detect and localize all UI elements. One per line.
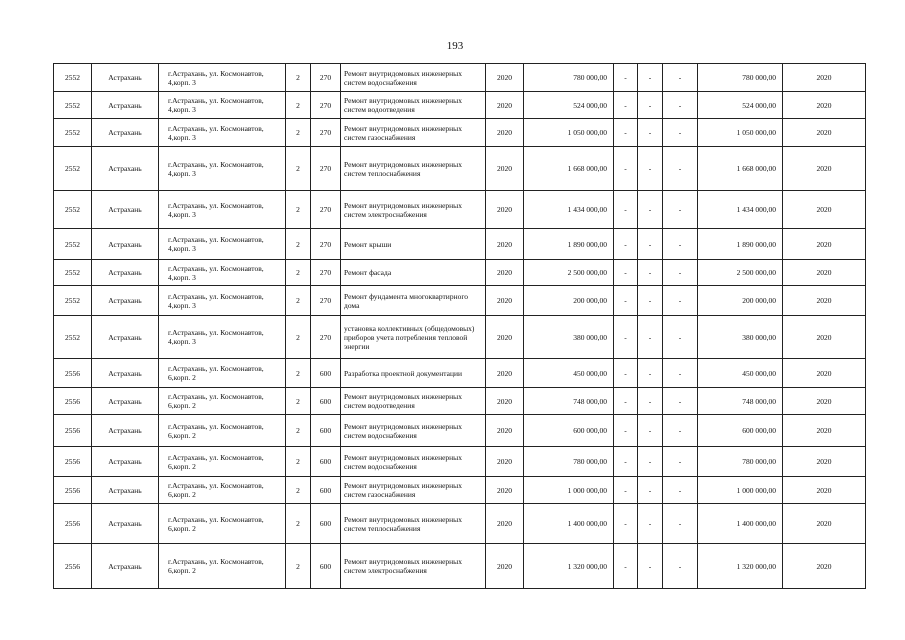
- dash-1: -: [614, 447, 638, 477]
- address: г.Астрахань, ул. Космонавтов, 6,корп. 2: [159, 388, 286, 415]
- work-type: Ремонт внутридомовых инженерных систем водоснабжения: [341, 64, 486, 92]
- building-code: 2552: [54, 64, 92, 92]
- dash-2: -: [638, 147, 663, 191]
- fund-amount: 380 000,00: [698, 316, 783, 359]
- fund-amount: 1 050 000,00: [698, 119, 783, 147]
- work-type: Ремонт внутридомовых инженерных систем теплоснабжения: [341, 504, 486, 544]
- address: г.Астрахань, ул. Космонавтов, 4,корп. 3: [159, 286, 286, 316]
- dash-3: -: [663, 359, 698, 388]
- col-a: 2: [286, 147, 311, 191]
- building-code: 2552: [54, 260, 92, 286]
- city-name: Астрахань: [92, 92, 159, 119]
- fund-amount: 524 000,00: [698, 92, 783, 119]
- col-b: 600: [311, 359, 341, 388]
- work-type: Ремонт фундамента многоквартирного дома: [341, 286, 486, 316]
- fund-amount: 1 890 000,00: [698, 229, 783, 260]
- year: 2020: [486, 544, 524, 589]
- dash-1: -: [614, 260, 638, 286]
- table-row: [54, 316, 866, 359]
- col-b: 270: [311, 229, 341, 260]
- year-2: 2020: [783, 229, 866, 260]
- work-type: Ремонт внутридомовых инженерных систем теплоснабжения: [341, 147, 486, 191]
- year-2: 2020: [783, 316, 866, 359]
- total-cost: 600 000,00: [524, 415, 614, 447]
- building-code: 2552: [54, 92, 92, 119]
- address: г.Астрахань, ул. Космонавтов, 6,корп. 2: [159, 477, 286, 504]
- dash-2: -: [638, 191, 663, 229]
- address: г.Астрахань, ул. Космонавтов, 4,корп. 3: [159, 64, 286, 92]
- col-a: 2: [286, 119, 311, 147]
- year: 2020: [486, 229, 524, 260]
- dash-2: -: [638, 477, 663, 504]
- dash-3: -: [663, 229, 698, 260]
- year-2: 2020: [783, 191, 866, 229]
- city-name: Астрахань: [92, 147, 159, 191]
- table-row: [54, 119, 866, 147]
- table-row: [54, 477, 866, 504]
- repair-program-table: [53, 63, 866, 589]
- col-a: 2: [286, 388, 311, 415]
- address: г.Астрахань, ул. Космонавтов, 4,корп. 3: [159, 316, 286, 359]
- work-type: Разработка проектной документации: [341, 359, 486, 388]
- city-name: Астрахань: [92, 64, 159, 92]
- table-row: [54, 147, 866, 191]
- col-b: 270: [311, 316, 341, 359]
- dash-3: -: [663, 477, 698, 504]
- dash-2: -: [638, 544, 663, 589]
- year: 2020: [486, 119, 524, 147]
- city-name: Астрахань: [92, 286, 159, 316]
- year-2: 2020: [783, 388, 866, 415]
- year: 2020: [486, 260, 524, 286]
- col-a: 2: [286, 229, 311, 260]
- year-2: 2020: [783, 147, 866, 191]
- col-a: 2: [286, 477, 311, 504]
- col-b: 600: [311, 477, 341, 504]
- fund-amount: 780 000,00: [698, 64, 783, 92]
- year-2: 2020: [783, 504, 866, 544]
- work-type: Ремонт внутридомовых инженерных систем водоснабжения: [341, 447, 486, 477]
- dash-3: -: [663, 388, 698, 415]
- dash-3: -: [663, 92, 698, 119]
- work-type: Ремонт фасада: [341, 260, 486, 286]
- total-cost: 1 890 000,00: [524, 229, 614, 260]
- dash-2: -: [638, 64, 663, 92]
- total-cost: 1 000 000,00: [524, 477, 614, 504]
- fund-amount: 1 000 000,00: [698, 477, 783, 504]
- dash-3: -: [663, 191, 698, 229]
- table-row: [54, 92, 866, 119]
- work-type: Ремонт внутридомовых инженерных систем электроснабжения: [341, 191, 486, 229]
- fund-amount: 1 400 000,00: [698, 504, 783, 544]
- address: г.Астрахань, ул. Космонавтов, 6,корп. 2: [159, 359, 286, 388]
- city-name: Астрахань: [92, 119, 159, 147]
- building-code: 2556: [54, 359, 92, 388]
- col-b: 270: [311, 147, 341, 191]
- dash-3: -: [663, 447, 698, 477]
- dash-1: -: [614, 359, 638, 388]
- dash-1: -: [614, 544, 638, 589]
- year: 2020: [486, 415, 524, 447]
- dash-2: -: [638, 504, 663, 544]
- table-row: [54, 260, 866, 286]
- building-code: 2552: [54, 147, 92, 191]
- table-row: [54, 504, 866, 544]
- col-b: 270: [311, 92, 341, 119]
- dash-1: -: [614, 191, 638, 229]
- building-code: 2552: [54, 286, 92, 316]
- address: г.Астрахань, ул. Космонавтов, 4,корп. 3: [159, 260, 286, 286]
- col-a: 2: [286, 316, 311, 359]
- building-code: 2556: [54, 388, 92, 415]
- work-type: Ремонт внутридомовых инженерных систем водоснабжения: [341, 415, 486, 447]
- dash-1: -: [614, 92, 638, 119]
- year-2: 2020: [783, 477, 866, 504]
- dash-3: -: [663, 119, 698, 147]
- building-code: 2556: [54, 477, 92, 504]
- dash-1: -: [614, 504, 638, 544]
- dash-2: -: [638, 388, 663, 415]
- work-type: Ремонт внутридомовых инженерных систем водоотведения: [341, 388, 486, 415]
- total-cost: 450 000,00: [524, 359, 614, 388]
- col-b: 270: [311, 64, 341, 92]
- dash-3: -: [663, 504, 698, 544]
- total-cost: 1 434 000,00: [524, 191, 614, 229]
- city-name: Астрахань: [92, 388, 159, 415]
- address: г.Астрахань, ул. Космонавтов, 4,корп. 3: [159, 191, 286, 229]
- dash-3: -: [663, 544, 698, 589]
- table-row: [54, 286, 866, 316]
- address: г.Астрахань, ул. Космонавтов, 4,корп. 3: [159, 229, 286, 260]
- year: 2020: [486, 92, 524, 119]
- total-cost: 1 050 000,00: [524, 119, 614, 147]
- fund-amount: 2 500 000,00: [698, 260, 783, 286]
- fund-amount: 200 000,00: [698, 286, 783, 316]
- dash-3: -: [663, 415, 698, 447]
- building-code: 2556: [54, 544, 92, 589]
- year: 2020: [486, 286, 524, 316]
- city-name: Астрахань: [92, 447, 159, 477]
- year: 2020: [486, 359, 524, 388]
- city-name: Астрахань: [92, 415, 159, 447]
- year: 2020: [486, 388, 524, 415]
- col-a: 2: [286, 504, 311, 544]
- city-name: Астрахань: [92, 359, 159, 388]
- building-code: 2552: [54, 229, 92, 260]
- city-name: Астрахань: [92, 316, 159, 359]
- year-2: 2020: [783, 92, 866, 119]
- city-name: Астрахань: [92, 477, 159, 504]
- address: г.Астрахань, ул. Космонавтов, 6,корп. 2: [159, 504, 286, 544]
- work-type: Ремонт внутридомовых инженерных систем электроснабжения: [341, 544, 486, 589]
- total-cost: 780 000,00: [524, 447, 614, 477]
- year-2: 2020: [783, 544, 866, 589]
- address: г.Астрахань, ул. Космонавтов, 4,корп. 3: [159, 119, 286, 147]
- building-code: 2552: [54, 119, 92, 147]
- year-2: 2020: [783, 415, 866, 447]
- total-cost: 380 000,00: [524, 316, 614, 359]
- total-cost: 1 668 000,00: [524, 147, 614, 191]
- dash-3: -: [663, 64, 698, 92]
- city-name: Астрахань: [92, 260, 159, 286]
- col-a: 2: [286, 544, 311, 589]
- dash-1: -: [614, 147, 638, 191]
- year-2: 2020: [783, 447, 866, 477]
- table-row: [54, 447, 866, 477]
- page-number: 193: [446, 40, 464, 52]
- address: г.Астрахань, ул. Космонавтов, 4,корп. 3: [159, 92, 286, 119]
- dash-2: -: [638, 119, 663, 147]
- total-cost: 748 000,00: [524, 388, 614, 415]
- work-type: Ремонт внутридомовых инженерных систем водоотведения: [341, 92, 486, 119]
- dash-2: -: [638, 415, 663, 447]
- address: г.Астрахань, ул. Космонавтов, 6,корп. 2: [159, 447, 286, 477]
- work-type: установка коллективных (общедомовых) приборов учета потребления тепловой энергии: [341, 316, 486, 359]
- fund-amount: 1 434 000,00: [698, 191, 783, 229]
- city-name: Астрахань: [92, 191, 159, 229]
- year: 2020: [486, 316, 524, 359]
- fund-amount: 1 668 000,00: [698, 147, 783, 191]
- dash-2: -: [638, 359, 663, 388]
- table-row: [54, 359, 866, 388]
- dash-1: -: [614, 119, 638, 147]
- dash-2: -: [638, 260, 663, 286]
- col-a: 2: [286, 64, 311, 92]
- dash-2: -: [638, 229, 663, 260]
- address: г.Астрахань, ул. Космонавтов, 4,корп. 3: [159, 147, 286, 191]
- total-cost: 1 400 000,00: [524, 504, 614, 544]
- col-a: 2: [286, 447, 311, 477]
- building-code: 2556: [54, 415, 92, 447]
- col-b: 270: [311, 260, 341, 286]
- building-code: 2552: [54, 316, 92, 359]
- year: 2020: [486, 477, 524, 504]
- col-a: 2: [286, 415, 311, 447]
- total-cost: 2 500 000,00: [524, 260, 614, 286]
- address: г.Астрахань, ул. Космонавтов, 6,корп. 2: [159, 544, 286, 589]
- dash-2: -: [638, 286, 663, 316]
- dash-2: -: [638, 92, 663, 119]
- fund-amount: 600 000,00: [698, 415, 783, 447]
- year: 2020: [486, 147, 524, 191]
- col-b: 270: [311, 119, 341, 147]
- fund-amount: 1 320 000,00: [698, 544, 783, 589]
- col-a: 2: [286, 260, 311, 286]
- table-row: [54, 64, 866, 92]
- fund-amount: 450 000,00: [698, 359, 783, 388]
- dash-1: -: [614, 316, 638, 359]
- dash-1: -: [614, 388, 638, 415]
- total-cost: 524 000,00: [524, 92, 614, 119]
- dash-1: -: [614, 286, 638, 316]
- building-code: 2552: [54, 191, 92, 229]
- year: 2020: [486, 191, 524, 229]
- total-cost: 780 000,00: [524, 64, 614, 92]
- year: 2020: [486, 504, 524, 544]
- table-row: [54, 415, 866, 447]
- col-b: 600: [311, 447, 341, 477]
- table-row: [54, 544, 866, 589]
- dash-3: -: [663, 260, 698, 286]
- work-type: Ремонт внутридомовых инженерных систем газоснабжения: [341, 119, 486, 147]
- year: 2020: [486, 447, 524, 477]
- work-type: Ремонт крыши: [341, 229, 486, 260]
- dash-2: -: [638, 447, 663, 477]
- building-code: 2556: [54, 447, 92, 477]
- col-b: 600: [311, 388, 341, 415]
- year-2: 2020: [783, 260, 866, 286]
- col-b: 600: [311, 544, 341, 589]
- table-row: [54, 229, 866, 260]
- total-cost: 200 000,00: [524, 286, 614, 316]
- year-2: 2020: [783, 286, 866, 316]
- col-b: 270: [311, 191, 341, 229]
- col-a: 2: [286, 92, 311, 119]
- total-cost: 1 320 000,00: [524, 544, 614, 589]
- city-name: Астрахань: [92, 504, 159, 544]
- col-a: 2: [286, 286, 311, 316]
- year-2: 2020: [783, 119, 866, 147]
- table-row: [54, 388, 866, 415]
- address: г.Астрахань, ул. Космонавтов, 6,корп. 2: [159, 415, 286, 447]
- year-2: 2020: [783, 359, 866, 388]
- building-code: 2556: [54, 504, 92, 544]
- dash-1: -: [614, 415, 638, 447]
- city-name: Астрахань: [92, 229, 159, 260]
- col-a: 2: [286, 191, 311, 229]
- year-2: 2020: [783, 64, 866, 92]
- col-a: 2: [286, 359, 311, 388]
- dash-1: -: [614, 477, 638, 504]
- dash-1: -: [614, 229, 638, 260]
- col-b: 270: [311, 286, 341, 316]
- dash-3: -: [663, 147, 698, 191]
- table-row: [54, 191, 866, 229]
- dash-3: -: [663, 286, 698, 316]
- fund-amount: 748 000,00: [698, 388, 783, 415]
- year: 2020: [486, 64, 524, 92]
- work-type: Ремонт внутридомовых инженерных систем газоснабжения: [341, 477, 486, 504]
- city-name: Астрахань: [92, 544, 159, 589]
- fund-amount: 780 000,00: [698, 447, 783, 477]
- col-b: 600: [311, 415, 341, 447]
- dash-3: -: [663, 316, 698, 359]
- dash-1: -: [614, 64, 638, 92]
- dash-2: -: [638, 316, 663, 359]
- col-b: 600: [311, 504, 341, 544]
